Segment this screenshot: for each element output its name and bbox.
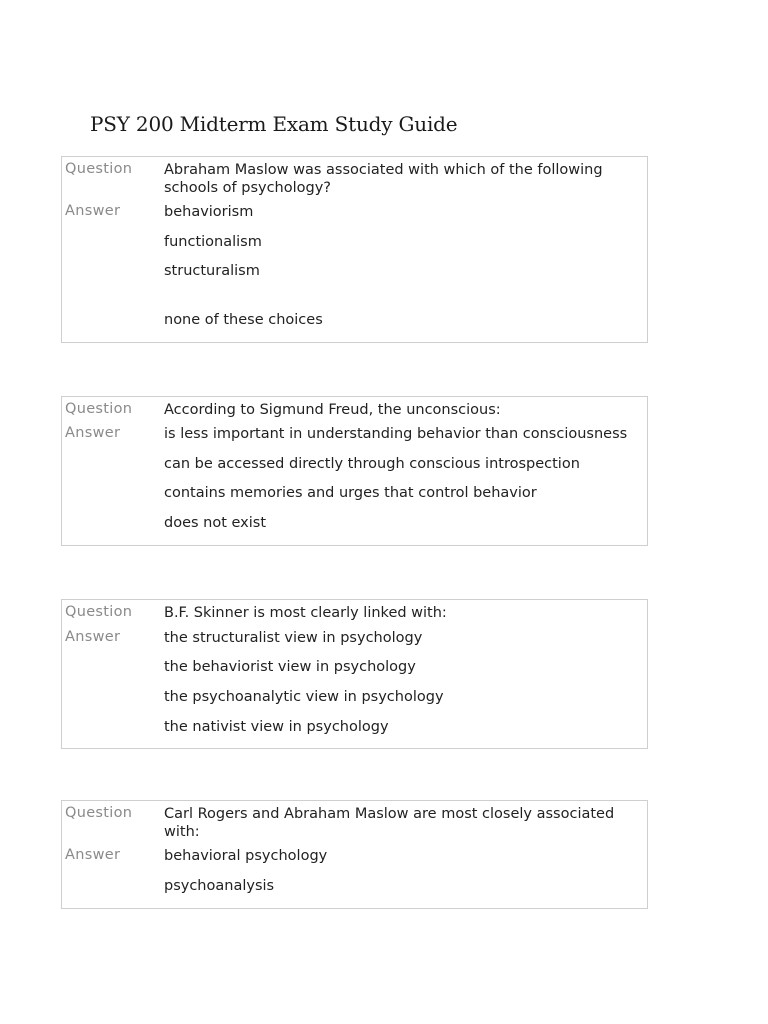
question-text: B.F. Skinner is most clearly linked with:: [164, 605, 447, 621]
question-text: According to Sigmund Freud, the unconscious:: [164, 402, 501, 418]
question-label: Question: [65, 604, 133, 620]
answer-label: Answer: [65, 629, 121, 645]
answer-option: can be accessed directly through conscious introspection: [164, 456, 580, 472]
answer-option: does not exist: [164, 515, 267, 531]
answer-option: behaviorism: [164, 204, 254, 220]
question-label: Question: [65, 161, 133, 177]
answer-label: Answer: [65, 425, 121, 441]
question-card: [61, 800, 648, 909]
answer-option: psychoanalysis: [164, 878, 275, 894]
question-card: [61, 396, 648, 546]
answer-option: functionalism: [164, 234, 262, 250]
question-label: Question: [65, 805, 133, 821]
answer-label: Answer: [65, 203, 121, 219]
question-card: [61, 599, 648, 749]
answer-option: the psychoanalytic view in psychology: [164, 689, 444, 705]
question-card: [61, 156, 648, 343]
answer-option: behavioral psychology: [164, 848, 328, 864]
answer-option: contains memories and urges that control behavior: [164, 485, 537, 501]
answer-option: the behaviorist view in psychology: [164, 659, 416, 675]
answer-option: structuralism: [164, 263, 260, 279]
answer-option: the structuralist view in psychology: [164, 630, 423, 646]
answer-option: none of these choices: [164, 312, 323, 328]
question-text: Carl Rogers and Abraham Maslow are most closely associated with:: [164, 806, 615, 840]
question-text: Abraham Maslow was associated with which of the following schools of psychology?: [164, 162, 603, 196]
answer-option: is less important in understanding behavior than consciousness: [164, 426, 628, 442]
question-label: Question: [65, 401, 133, 417]
page-title: PSY 200 Midterm Exam Study Guide: [90, 112, 458, 136]
answer-label: Answer: [65, 847, 121, 863]
answer-option: the nativist view in psychology: [164, 719, 389, 735]
